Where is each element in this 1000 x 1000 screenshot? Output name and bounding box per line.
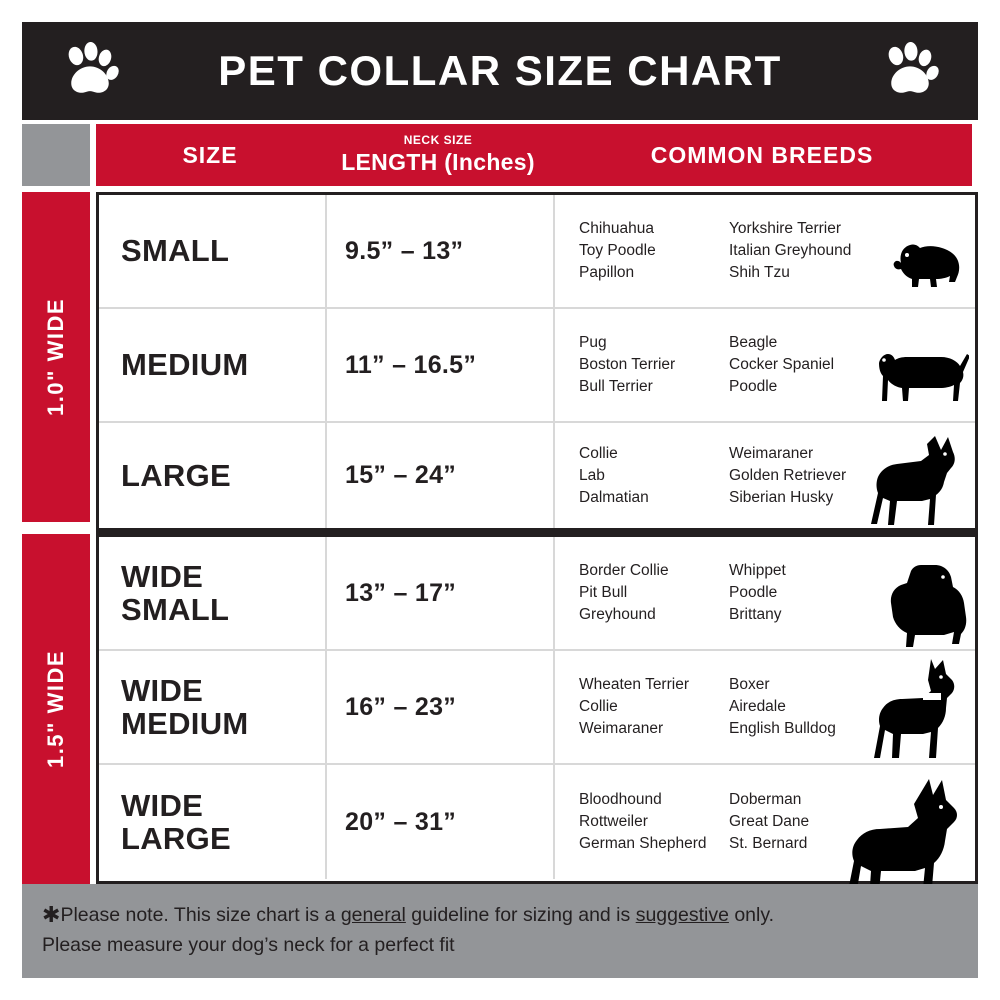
small-fluffy-dog-silhouette-icon <box>883 233 969 305</box>
breed-column-1 <box>579 332 729 398</box>
breed-item: Toy Poodle <box>579 242 656 259</box>
cell-breeds <box>555 537 975 649</box>
breed-item: Border Collie <box>579 562 669 579</box>
breed-column-2 <box>729 332 879 398</box>
group-label-1-5-wide <box>22 534 90 884</box>
breed-item: Wheaten Terrier <box>579 676 689 693</box>
breed-item: Whippet <box>729 562 786 579</box>
breed-column-2 <box>729 443 879 509</box>
cell-breeds <box>555 195 975 307</box>
breed-column-1 <box>579 218 729 284</box>
breed-item: Greyhound <box>579 606 656 623</box>
breed-item: Dalmatian <box>579 488 649 506</box>
breed-column-1 <box>579 560 729 626</box>
boxer-silhouette-icon <box>869 657 969 761</box>
group-label-1-0-wide <box>22 192 90 522</box>
table-row <box>99 423 975 537</box>
column-header-length-sub: NECK SIZE <box>403 133 473 148</box>
footer-text-a: Please note. This size chart is a <box>60 904 341 926</box>
breed-item: Airedale <box>729 698 786 715</box>
cell-length: 16” – 23” <box>327 651 555 763</box>
breed-item: Shih Tzu <box>729 264 790 281</box>
cell-length: 13” – 17” <box>327 537 555 649</box>
size-label-line2: LARGE <box>121 821 231 856</box>
paw-icon <box>880 41 940 101</box>
cell-breeds <box>555 309 975 421</box>
column-header-length-main: LENGTH (Inches) <box>341 148 535 175</box>
size-label-line2: MEDIUM <box>121 706 249 741</box>
bulldog-silhouette-icon <box>877 561 969 647</box>
footer-line-1 <box>42 898 958 931</box>
corner-cell <box>22 124 90 186</box>
table-row <box>99 651 975 765</box>
table-row <box>99 765 975 879</box>
column-header-breeds: COMMON BREEDS <box>552 124 972 186</box>
footer-line-2: Please measure your dog’s neck for a perfect fit <box>42 934 455 956</box>
table-body <box>96 192 978 884</box>
breed-item: Siberian Husky <box>729 488 834 506</box>
breed-item: Weimaraner <box>579 720 664 737</box>
page-title: PET COLLAR SIZE CHART <box>218 47 782 94</box>
breed-item: Cocker Spaniel <box>729 356 835 373</box>
breed-item: Italian Greyhound <box>729 242 852 259</box>
breed-item: Bloodhound <box>579 791 662 808</box>
cell-size <box>99 309 327 421</box>
size-label-line1: WIDE <box>121 672 204 708</box>
table-row <box>99 537 975 651</box>
breed-item: Beagle <box>729 334 778 351</box>
cell-size <box>99 651 327 763</box>
breed-item: German Shepherd <box>579 835 707 852</box>
breed-item: Rottweiler <box>579 813 648 830</box>
breed-item: Poodle <box>729 584 778 601</box>
dachshund-silhouette-icon <box>869 345 969 419</box>
breed-column-2 <box>729 789 879 855</box>
size-label: MEDIUM <box>121 347 249 383</box>
breed-item: Boxer <box>729 676 770 693</box>
breed-item: Bull Terrier <box>579 378 653 395</box>
breed-item: Papillon <box>579 264 635 281</box>
breed-column-2 <box>729 674 879 740</box>
cell-size <box>99 423 327 528</box>
column-header-length <box>324 124 552 186</box>
cell-breeds <box>555 765 975 879</box>
group-label-1-5-wide-text: 1.5" WIDE <box>43 649 69 769</box>
size-label-line1: WIDE <box>121 558 204 594</box>
breed-item: Brittany <box>729 606 782 623</box>
group-label-1-0-wide-text: 1.0" WIDE <box>43 297 69 417</box>
column-header-size: SIZE <box>96 124 324 186</box>
breed-column-1 <box>579 443 729 509</box>
cell-length: 9.5” – 13” <box>327 195 555 307</box>
breed-item: Golden Retriever <box>729 466 847 484</box>
breed-item: Great Dane <box>729 813 810 830</box>
size-label: LARGE <box>121 457 231 493</box>
cell-breeds <box>555 423 975 528</box>
table-row <box>99 309 975 423</box>
breed-column-1 <box>579 789 729 855</box>
chart-header <box>22 22 978 120</box>
table-row <box>99 195 975 309</box>
breed-item: Pug <box>579 334 607 351</box>
breed-item: Boston Terrier <box>579 356 676 373</box>
breed-item: English Bulldog <box>729 720 836 737</box>
table-header-row <box>22 124 978 186</box>
breed-item: Collie <box>579 444 618 462</box>
cell-length: 20” – 31” <box>327 765 555 879</box>
breed-item: Yorkshire Terrier <box>729 220 841 237</box>
cell-length: 11” – 16.5” <box>327 309 555 421</box>
breed-column-2 <box>729 218 879 284</box>
shepherd-silhouette-icon <box>865 430 969 526</box>
breed-item: Weimaraner <box>729 444 814 462</box>
size-label-line1: WIDE <box>121 787 204 823</box>
breed-item: Pit Bull <box>579 584 628 601</box>
footer-underline-general: general <box>340 904 406 926</box>
footer-underline-suggestive: suggestive <box>635 904 729 926</box>
paw-icon <box>60 41 120 101</box>
cell-size <box>99 195 327 307</box>
cell-size <box>99 537 327 649</box>
breed-item: Lab <box>579 466 605 484</box>
footer-text-c: only. <box>728 904 775 926</box>
breed-item: Poodle <box>729 378 778 395</box>
size-label-line2: SMALL <box>121 592 230 627</box>
size-label: SMALL <box>121 233 230 269</box>
cell-size <box>99 765 327 879</box>
cell-breeds <box>555 651 975 763</box>
size-chart-table <box>22 124 978 884</box>
breed-item: Chihuahua <box>579 220 654 237</box>
footer-note <box>22 884 978 978</box>
footer-text-b: guideline for sizing and is <box>405 904 636 926</box>
cell-length: 15” – 24” <box>327 423 555 528</box>
asterisk-icon: ✱ <box>42 902 61 927</box>
breed-item: Doberman <box>729 791 802 808</box>
breed-column-2 <box>729 560 879 626</box>
breed-item: Collie <box>579 698 618 715</box>
breed-item: St. Bernard <box>729 835 808 852</box>
breed-column-1 <box>579 674 729 740</box>
